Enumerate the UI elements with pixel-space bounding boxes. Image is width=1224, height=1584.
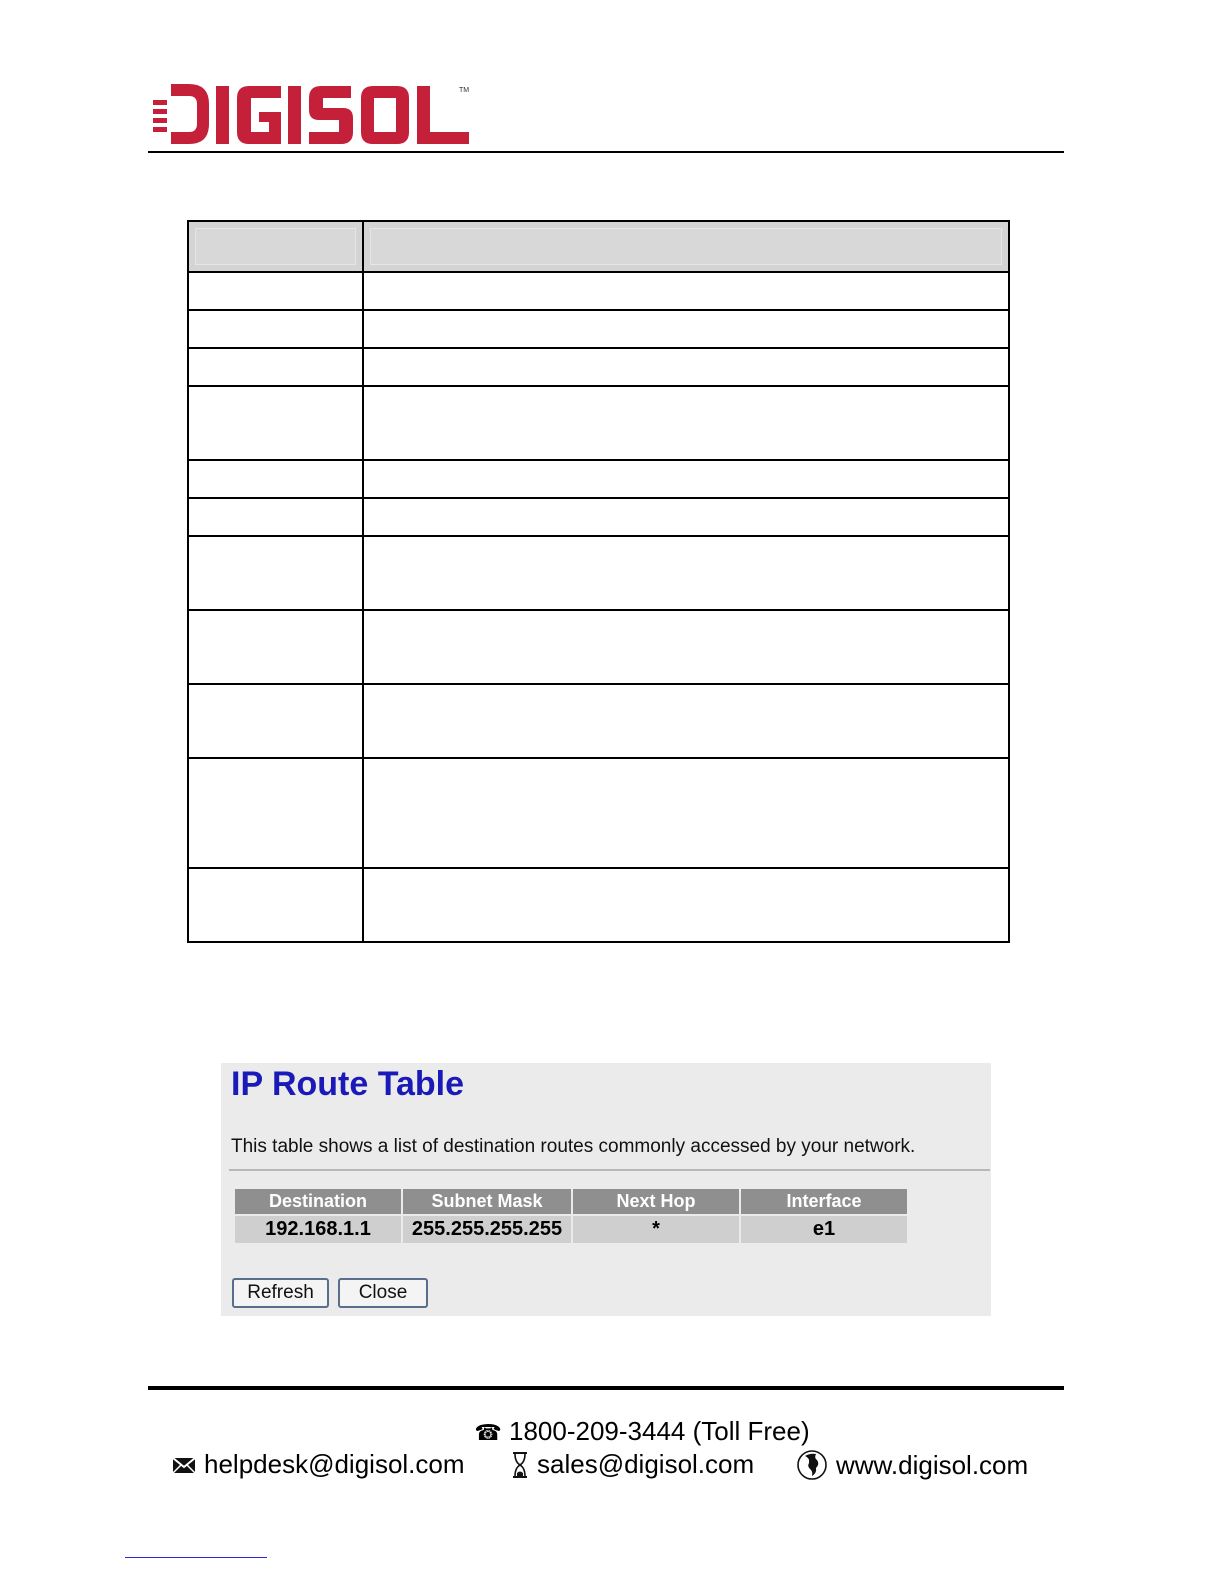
footer-website xyxy=(796,1449,1028,1481)
digisol-logo xyxy=(153,82,473,146)
globe-icon xyxy=(796,1449,828,1481)
description-table xyxy=(187,220,1010,943)
table-row xyxy=(188,348,1009,386)
footer-sales xyxy=(511,1449,754,1480)
panel-divider xyxy=(229,1169,990,1171)
table-header-cell xyxy=(188,221,363,272)
route-table xyxy=(233,1187,909,1245)
refresh-button[interactable]: Refresh xyxy=(232,1278,329,1308)
trademark-mark: TM xyxy=(459,87,470,94)
table-row xyxy=(188,684,1009,758)
sales-email-link[interactable]: sales@digisol.com xyxy=(537,1449,755,1479)
table-row xyxy=(188,272,1009,310)
column-header-interface: Interface xyxy=(741,1189,907,1214)
hourglass-icon xyxy=(511,1451,529,1479)
cell-interface: e1 xyxy=(741,1216,907,1243)
footer-rule xyxy=(148,1386,1064,1390)
table-row xyxy=(188,868,1009,942)
close-button[interactable]: Close xyxy=(338,1278,428,1308)
route-table-header-row xyxy=(235,1189,907,1214)
cell-next-hop: * xyxy=(573,1216,739,1243)
header-rule xyxy=(148,151,1064,153)
table-row xyxy=(188,460,1009,498)
helpdesk-email-link[interactable]: helpdesk@digisol.com xyxy=(204,1449,465,1479)
ip-route-table-panel xyxy=(221,1063,991,1316)
panel-description: This table shows a list of destination routes commonly accessed by your network. xyxy=(231,1136,916,1157)
column-header-subnet-mask: Subnet Mask xyxy=(403,1189,571,1214)
panel-title: IP Route Table xyxy=(231,1065,465,1103)
phone-icon: ☎ xyxy=(474,1420,502,1445)
table-row xyxy=(188,610,1009,684)
table-row xyxy=(235,1216,907,1243)
bottom-link-underline xyxy=(125,1557,267,1558)
table-row xyxy=(188,498,1009,536)
column-header-destination: Destination xyxy=(235,1189,401,1214)
table-row xyxy=(188,310,1009,348)
table-header-cell xyxy=(363,221,1009,272)
table-row xyxy=(188,758,1009,868)
table-row xyxy=(188,536,1009,610)
column-header-next-hop: Next Hop xyxy=(573,1189,739,1214)
website-link[interactable]: www.digisol.com xyxy=(836,1449,1029,1480)
cell-subnet-mask: 255.255.255.255 xyxy=(403,1216,571,1243)
table-header-row xyxy=(188,221,1009,272)
footer-phone-line xyxy=(0,1416,1224,1447)
footer-helpdesk xyxy=(172,1449,465,1480)
phone-number: 1800-209-3444 (Toll Free) xyxy=(509,1416,810,1446)
cell-destination: 192.168.1.1 xyxy=(235,1216,401,1243)
mail-icon xyxy=(172,1455,196,1475)
table-row xyxy=(188,386,1009,460)
